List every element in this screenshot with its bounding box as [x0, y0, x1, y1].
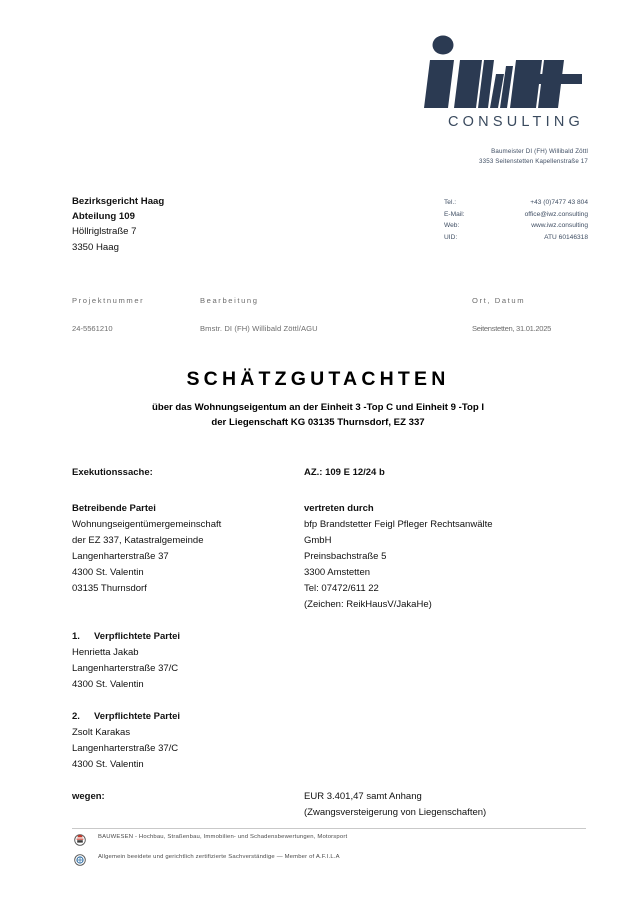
debtor2-line3: 4300 St. Valentin: [72, 759, 144, 770]
contact-label-tel: Tel.:: [444, 199, 457, 206]
debtor1-heading: Verpflichtete Partei: [94, 631, 181, 642]
debtor1-line3: 4300 St. Valentin: [72, 679, 144, 690]
meta-head-processing: Bearbeitung: [200, 296, 259, 305]
case-label: Exekutionssache:: [72, 467, 153, 478]
meta-head-place-date: Ort, Datum: [472, 296, 526, 305]
reason-label: wegen:: [72, 791, 105, 802]
representative-line1: bfp Brandstetter Feigl Pfleger Rechtsanwälte: [304, 519, 493, 530]
recipient-address: [72, 194, 164, 255]
letterhead-address: [446, 147, 588, 167]
debtor2-heading: Verpflichtete Partei: [94, 711, 181, 722]
contact-row-uid: [444, 232, 588, 244]
letterhead: [418, 34, 586, 130]
reason-line1: EUR 3.401,47 samt Anhang: [304, 791, 422, 802]
contact-label-web: Web:: [444, 222, 460, 230]
logo-wordmark: CONSULTING: [448, 114, 584, 130]
letterhead-contact: [444, 197, 588, 243]
title-subtitle: [0, 400, 636, 430]
meta-place-date: Seitenstetten, 31.01.2025: [472, 324, 552, 333]
title-subtitle-line1: über das Wohnungseigentum an der Einheit 3 -Top C und Einheit 9 -Top I: [151, 402, 485, 413]
representative-line6: (Zeichen: ReikHausV/JakaHe): [304, 599, 432, 610]
recipient-city: 3350 Haag: [72, 241, 119, 253]
footer-text-bauwesen: BAUWESEN - Hochbau, Straßenbau, Immobilien- und Schadensbewertungen, Motorsport: [98, 834, 348, 840]
title-subtitle-line2: der Liegenschaft KG 03135 Thurnsdorf, EZ 337: [211, 417, 425, 428]
debtor1-line2: Langenharterstraße 37/C: [72, 663, 179, 674]
document-title-block: [0, 368, 636, 430]
meta-headings: [72, 296, 586, 310]
creditor-line4: 4300 St. Valentin: [72, 567, 144, 578]
contact-label-email: E-Mail:: [444, 210, 465, 218]
footer-line-bauwesen: [72, 833, 586, 849]
creditor-heading: Betreibende Partei: [72, 503, 156, 514]
debtor2-number: 2.: [72, 711, 80, 722]
reason-line2: (Zwangsversteigerung von Liegenschaften): [304, 807, 487, 818]
representative-line5: Tel: 07472/611 22: [304, 583, 379, 594]
recipient-department: Abteilung 109: [72, 211, 135, 223]
letterhead-address-line2: 3353 Seitenstetten Kapellenstraße 17: [479, 158, 588, 165]
contact-row-email: [444, 209, 588, 221]
debtor1-line1: Henrietta Jakab: [72, 647, 139, 658]
debtor1-number: 1.: [72, 631, 80, 642]
footer-text-sachverstaendige: Allgemein beeidete und gerichtlich zertifizierte Sachverständige — Member of A.F.I.L.A: [98, 854, 340, 860]
creditor-line5: 03135 Thurnsdorf: [72, 583, 147, 594]
meta-project-number: 24-5561210: [72, 324, 113, 333]
iwz-logo-icon: [424, 34, 584, 112]
contact-value-web: www.iwz.consulting: [531, 222, 588, 230]
contact-value-email: office@iwz.consulting: [524, 210, 588, 218]
contact-value-uid: ATU 60146318: [544, 233, 588, 241]
meta-head-project-number: Projektnummer: [72, 296, 145, 305]
document-footer: [72, 828, 586, 869]
meta-values: [72, 324, 586, 338]
contact-label-uid: UID:: [444, 233, 458, 241]
footer-divider: [72, 828, 586, 829]
sachverstaendige-seal-icon: [74, 853, 86, 865]
document-meta: [72, 296, 586, 338]
representative-line2: GmbH: [304, 535, 332, 546]
letterhead-address-line1: Baumeister DI (FH) Willibald Zöttl: [491, 148, 588, 155]
contact-row-web: [444, 220, 588, 232]
contact-row-tel: [444, 197, 588, 209]
bauwesen-seal-icon: [74, 833, 86, 845]
recipient-court: Bezirksgericht Haag: [72, 196, 165, 207]
creditor-line1: Wohnungseigentümergemeinschaft: [72, 519, 222, 530]
recipient-street: Höllriglstraße 7: [72, 226, 137, 238]
creditor-line2: der EZ 337, Katastralgemeinde: [72, 535, 204, 546]
footer-line-sachverstaendige: [72, 853, 586, 869]
meta-processing: Bmstr. DI (FH) Willibald Zöttl/AGU: [200, 324, 318, 333]
case-az: AZ.: 109 E 12/24 b: [304, 467, 385, 478]
representative-line4: 3300 Amstetten: [304, 567, 371, 578]
debtor2-line2: Langenharterstraße 37/C: [72, 743, 179, 754]
creditor-line3: Langenharterstraße 37: [72, 551, 169, 562]
debtor2-line1: Zsolt Karakas: [72, 727, 131, 738]
representative-line3: Preinsbachstraße 5: [304, 551, 387, 562]
representative-heading: vertreten durch: [304, 503, 374, 514]
contact-value-tel: +43 (0)7477 43 804: [530, 199, 588, 206]
page-title: SCHÄTZGUTACHTEN: [186, 368, 450, 390]
